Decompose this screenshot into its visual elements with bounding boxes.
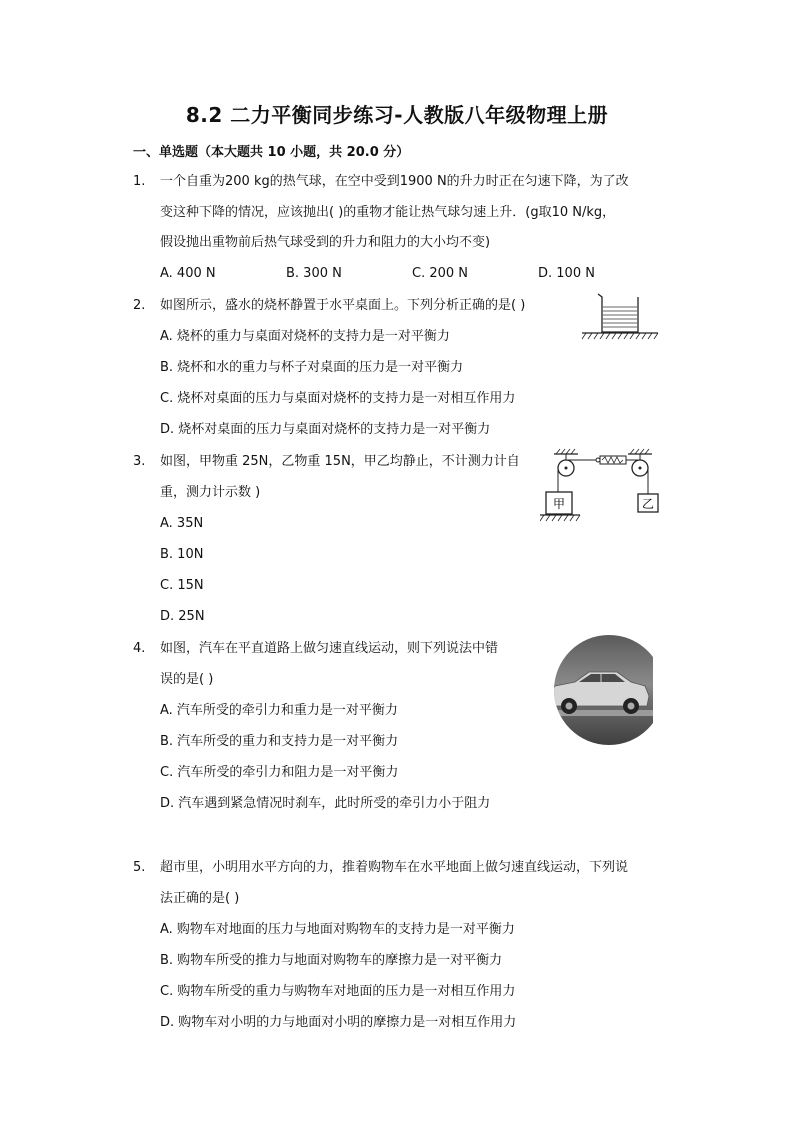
- option-a: A. 400 N: [160, 266, 216, 281]
- question-text-line: 变这种下降的情况，应该抛出( )的重物才能让热气球匀速上升．(g取10 N/kg，: [160, 205, 616, 220]
- option-d: D. 购物车对小明的力与地面对小明的摩擦力是一对相互作用力: [160, 1015, 517, 1030]
- pulley-spring-scale-figure: [540, 446, 664, 528]
- question-text-line: 如图所示，盛水的烧杯静置于水平桌面上。下列分析正确的是( ): [160, 298, 526, 313]
- question-number: 3.: [133, 454, 146, 469]
- option-d: D. 汽车遇到紧急情况时刹车，此时所受的牵引力小于阻力: [160, 796, 491, 811]
- option-b: B. 10N: [160, 547, 204, 562]
- question-text-line: 重，测力计示数 ): [160, 485, 261, 500]
- option-a: A. 35N: [160, 516, 204, 531]
- page-title: 8.2 二力平衡同步练习-人教版八年级物理上册: [185, 103, 609, 127]
- question-number: 1.: [133, 174, 146, 189]
- option-d: D. 25N: [160, 609, 205, 624]
- option-b: B. 汽车所受的重力和支持力是一对平衡力: [160, 734, 399, 749]
- option-b: B. 购物车所受的推力与地面对购物车的摩擦力是一对平衡力: [160, 953, 503, 968]
- question-text-line: 假设抛出重物前后热气球受到的升力和阻力的大小均不变): [160, 235, 491, 250]
- option-d: D. 烧杯对桌面的压力与桌面对烧杯的支持力是一对平衡力: [160, 422, 491, 437]
- question-text-line: 超市里，小明用水平方向的力，推着购物车在水平地面上做匀速直线运动，下列说: [160, 860, 629, 875]
- question-text-line: 误的是( ): [160, 672, 214, 687]
- option-c: C. 200 N: [412, 266, 469, 281]
- option-a: A. 购物车对地面的压力与地面对购物车的支持力是一对平衡力: [160, 922, 515, 937]
- option-a: A. 汽车所受的牵引力和重力是一对平衡力: [160, 703, 398, 718]
- option-a: A. 烧杯的重力与桌面对烧杯的支持力是一对平衡力: [160, 329, 450, 344]
- question-number: 4.: [133, 641, 146, 656]
- figure-label-yi: 乙: [641, 497, 655, 511]
- car-photo: [545, 634, 653, 746]
- option-b: B. 烧杯和水的重力与杯子对桌面的压力是一对平衡力: [160, 360, 464, 375]
- option-c: C. 15N: [160, 578, 204, 593]
- option-c: C. 烧杯对桌面的压力与桌面对烧杯的支持力是一对相互作用力: [160, 391, 516, 406]
- beaker-on-table-figure: [578, 290, 660, 344]
- question-text-line: 如图，汽车在平直道路上做匀速直线运动，则下列说法中错: [160, 641, 499, 656]
- question-text-line: 法正确的是( ): [160, 891, 240, 906]
- question-text-line: 一个自重为200 kg的热气球，在空中受到1900 N的升力时正在匀速下降，为了改: [160, 174, 629, 189]
- question-number: 5.: [133, 860, 146, 875]
- question-text-line: 如图，甲物重 25N，乙物重 15N，甲乙均静止，不计测力计自: [160, 454, 520, 469]
- option-d: D. 100 N: [538, 266, 595, 281]
- question-number: 2.: [133, 298, 146, 313]
- option-b: B. 300 N: [286, 266, 342, 281]
- option-c: C. 购物车所受的重力与购物车对地面的压力是一对相互作用力: [160, 984, 516, 999]
- figure-label-jia: 甲: [552, 497, 566, 511]
- option-c: C. 汽车所受的牵引力和阻力是一对平衡力: [160, 765, 399, 780]
- section-heading: 一、单选题（本大题共 10 小题，共 20.0 分）: [133, 145, 410, 160]
